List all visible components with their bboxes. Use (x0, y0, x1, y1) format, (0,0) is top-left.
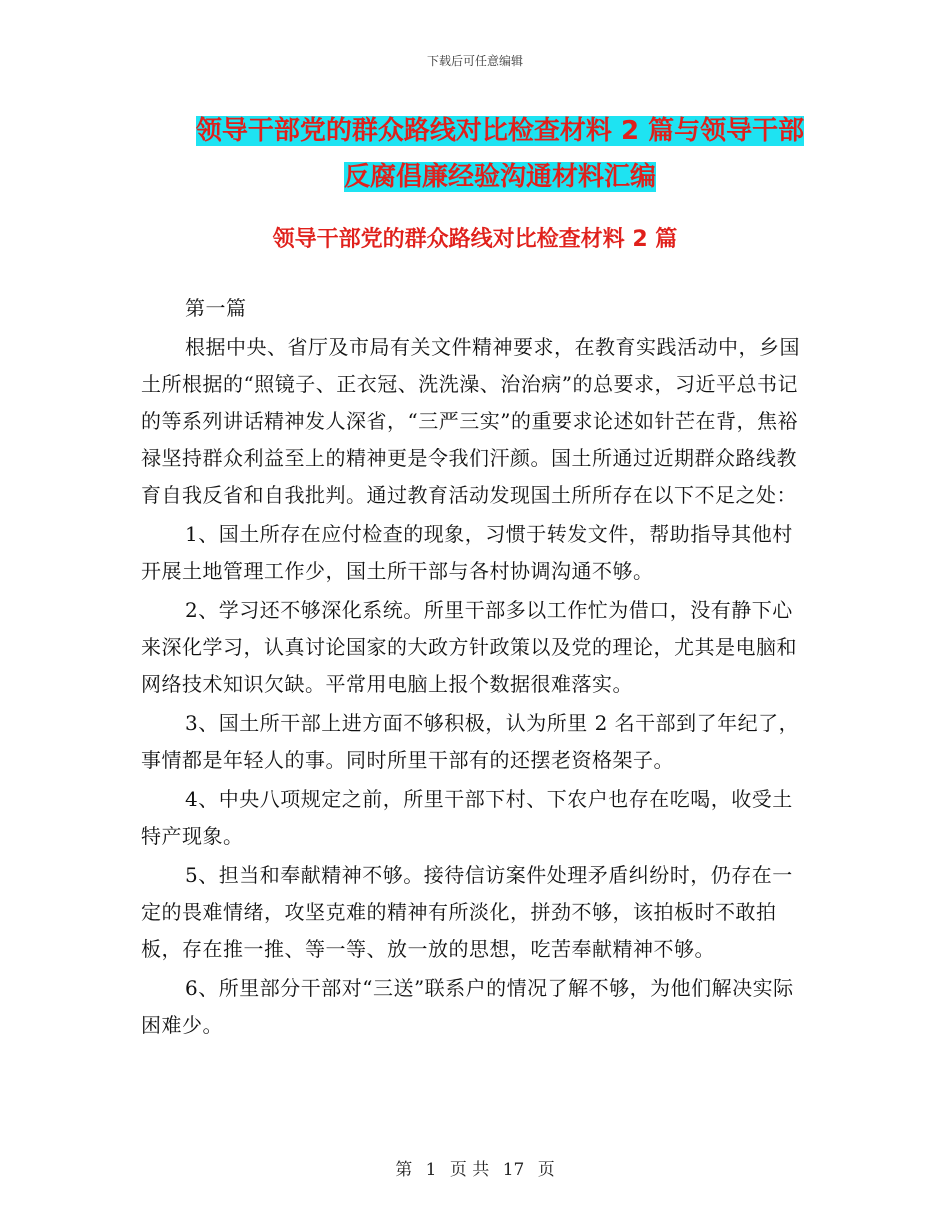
paragraph-intro: 根据中央、省厅及市局有关文件精神要求，在教育实践活动中，乡国土所根据的“照镜子、正衣冠、洗洗澡、治治病”的总要求，习近平总书记的等系列讲话精神发人深省，“三严三实”的重要求论述如针芒在背，焦裕禄坚持群众利益至上的精神更是令我们汗颜。国土所通过近期群众路线教育自我反省和自我批判。通过教育活动发现国土所所存在以下不足之处： (141, 335, 800, 507)
page-footer (0, 1155, 950, 1180)
page-total: 17 (502, 1160, 525, 1180)
paragraph-item-2: 2、学习还不够深化系统。所里干部多以工作忙为借口，没有静下心来深化学习，认真讨论国家的大政方针政策以及党的理论，尤其是电脑和网络技术知识欠缺。平常用电脑上报个数据很难落实。 (141, 598, 797, 696)
paragraph-item-6: 6、所里部分干部对“三送”联系户的情况了解不够，为他们解决实际困难少。 (141, 976, 794, 1037)
page-prefix: 第 (395, 1160, 413, 1180)
paragraph-item-5: 5、担当和奉献精神不够。接待信访案件处理矛盾纠纷时，仍存在一定的畏难情绪，攻坚克难的精神有所淡化，拼劲不够，该拍板时不敢拍板，存在推一推、等一等、放一放的思想，吃苦奉献精神不够。 (141, 863, 793, 961)
paragraph-item-1: 1、国土所存在应付检查的现象，习惯于转发文件，帮助指导其他村开展土地管理工作少，国土所干部与各村协调沟通不够。 (141, 522, 793, 583)
page-mid: 页 共 (449, 1160, 490, 1180)
page-number: 1 (425, 1160, 437, 1180)
paragraph-item-4: 4、中央八项规定之前，所里干部下村、下农户也存在吃喝，收受土特产现象。 (141, 787, 793, 848)
header-note: 下载后可任意编辑 (426, 54, 523, 68)
page-suffix: 页 (537, 1160, 555, 1180)
document-title (140, 108, 860, 200)
document-title-line-1: 领导干部党的群众路线对比检查材料 2 篇与领导干部 (195, 116, 805, 146)
document-body (141, 290, 813, 1046)
paragraph-item-3: 3、国土所干部上进方面不够积极，认为所里 2 名干部到了年纪了，事情都是年轻人的事。同时所里干部有的还摆老资格架子。 (141, 711, 800, 772)
section-title: 领导干部党的群众路线对比检查材料 2 篇 (272, 227, 678, 252)
paragraph-part-heading: 第一篇 (185, 296, 247, 320)
document-title-line-2: 反腐倡廉经验沟通材料汇编 (343, 162, 656, 192)
